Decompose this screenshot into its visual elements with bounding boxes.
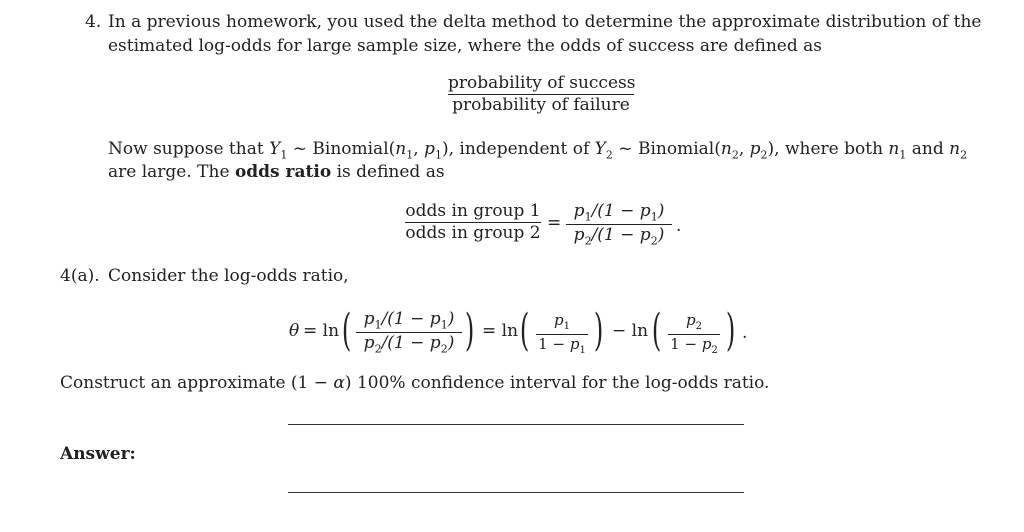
odds-group-2: odds in group 2 [405,223,541,243]
construct-post: 100% confidence interval for the log-odds ratio. [356,373,770,393]
odds-denominator: probability of failure [452,95,630,115]
odds-group-1: odds in group 1 [405,201,541,221]
math-y1: $Y_1$ [269,139,288,162]
answer-rule-2 [288,492,744,493]
homework-page: 4. In a previous homework, you used the delta method to determine the approximate distribution of the estimated log-odds for large sample size, where the odds of success are defined as probability of success probability of failure Now suppose that $Y_1$ ~ $Binomial(n_1$, $p_1$), independent of $Y_2$ ~ $Binomial(n_2$, $p_2$), where both $n_1$ and $n_2$ are large. The odds ratio is defined as odds in group 1 odds in group 2 = $p_1/(1 - p_1)$ $p_2/(1 - p_2)$ . 4(a). Consider the log-odds ratio, θ = ln ( $p_1/(1 - p_1)$ $p_2/(1 - p_2)$ ) = ln ( $p_1$ $1 - p_1$ ) − ln ( $p_2$ $1 - p_2$ ) . Construct an approximate (1 − α) 100% confidence interval for the log-odds ratio. Answer: [0,0,1024,532]
odds-fraction [448,75,634,114]
answer-label: Answer: [60,444,136,464]
odds-ratio-fraction [405,203,541,242]
part-a-label: 4(a). [60,266,100,286]
answer-rule-1 [288,424,744,425]
odds-numerator: probability of success [448,73,636,93]
binom-2: Binomial [637,139,715,159]
where-both-text: , where both [774,139,884,159]
and-text: and [911,139,944,159]
construct-pre: Construct an approximate [60,373,286,393]
suppose-line: Now suppose that $Y_1$ ~ $Binomial(n_1$, $p_1$), independent of $Y_2$ ~ $Binomial(n_2$, $p_2$), where both $n_1$ and $n_2$ [108,139,968,162]
suppose-text: Now suppose that [108,139,264,159]
math-y2: $Y_2$ [594,139,613,162]
independent-text: , independent of [448,139,590,159]
defined-as-text: is defined as [336,162,445,182]
confidence-level: (1 − α) [290,373,352,393]
binom-1: Binomial [312,139,389,159]
problem-number: 4. [85,12,102,32]
odds-ratio-term: odds ratio [234,162,332,182]
construct-line [60,375,769,392]
odds-ratio-line [108,164,445,181]
are-large-text: are large. The [108,162,230,182]
equals-sign: = [547,213,562,233]
p-ratio-fraction: $p_1/(1 - p_1)$ $p_2/(1 - p_2)$ [566,203,672,247]
intro-line-1: In a previous homework, you used the delta method to determine the approximate distribution of the [108,12,982,32]
part-a-text: Consider the log-odds ratio, [108,266,349,286]
intro-line-2: estimated log-odds for large sample size, where the odds of success are defined as [108,36,823,56]
